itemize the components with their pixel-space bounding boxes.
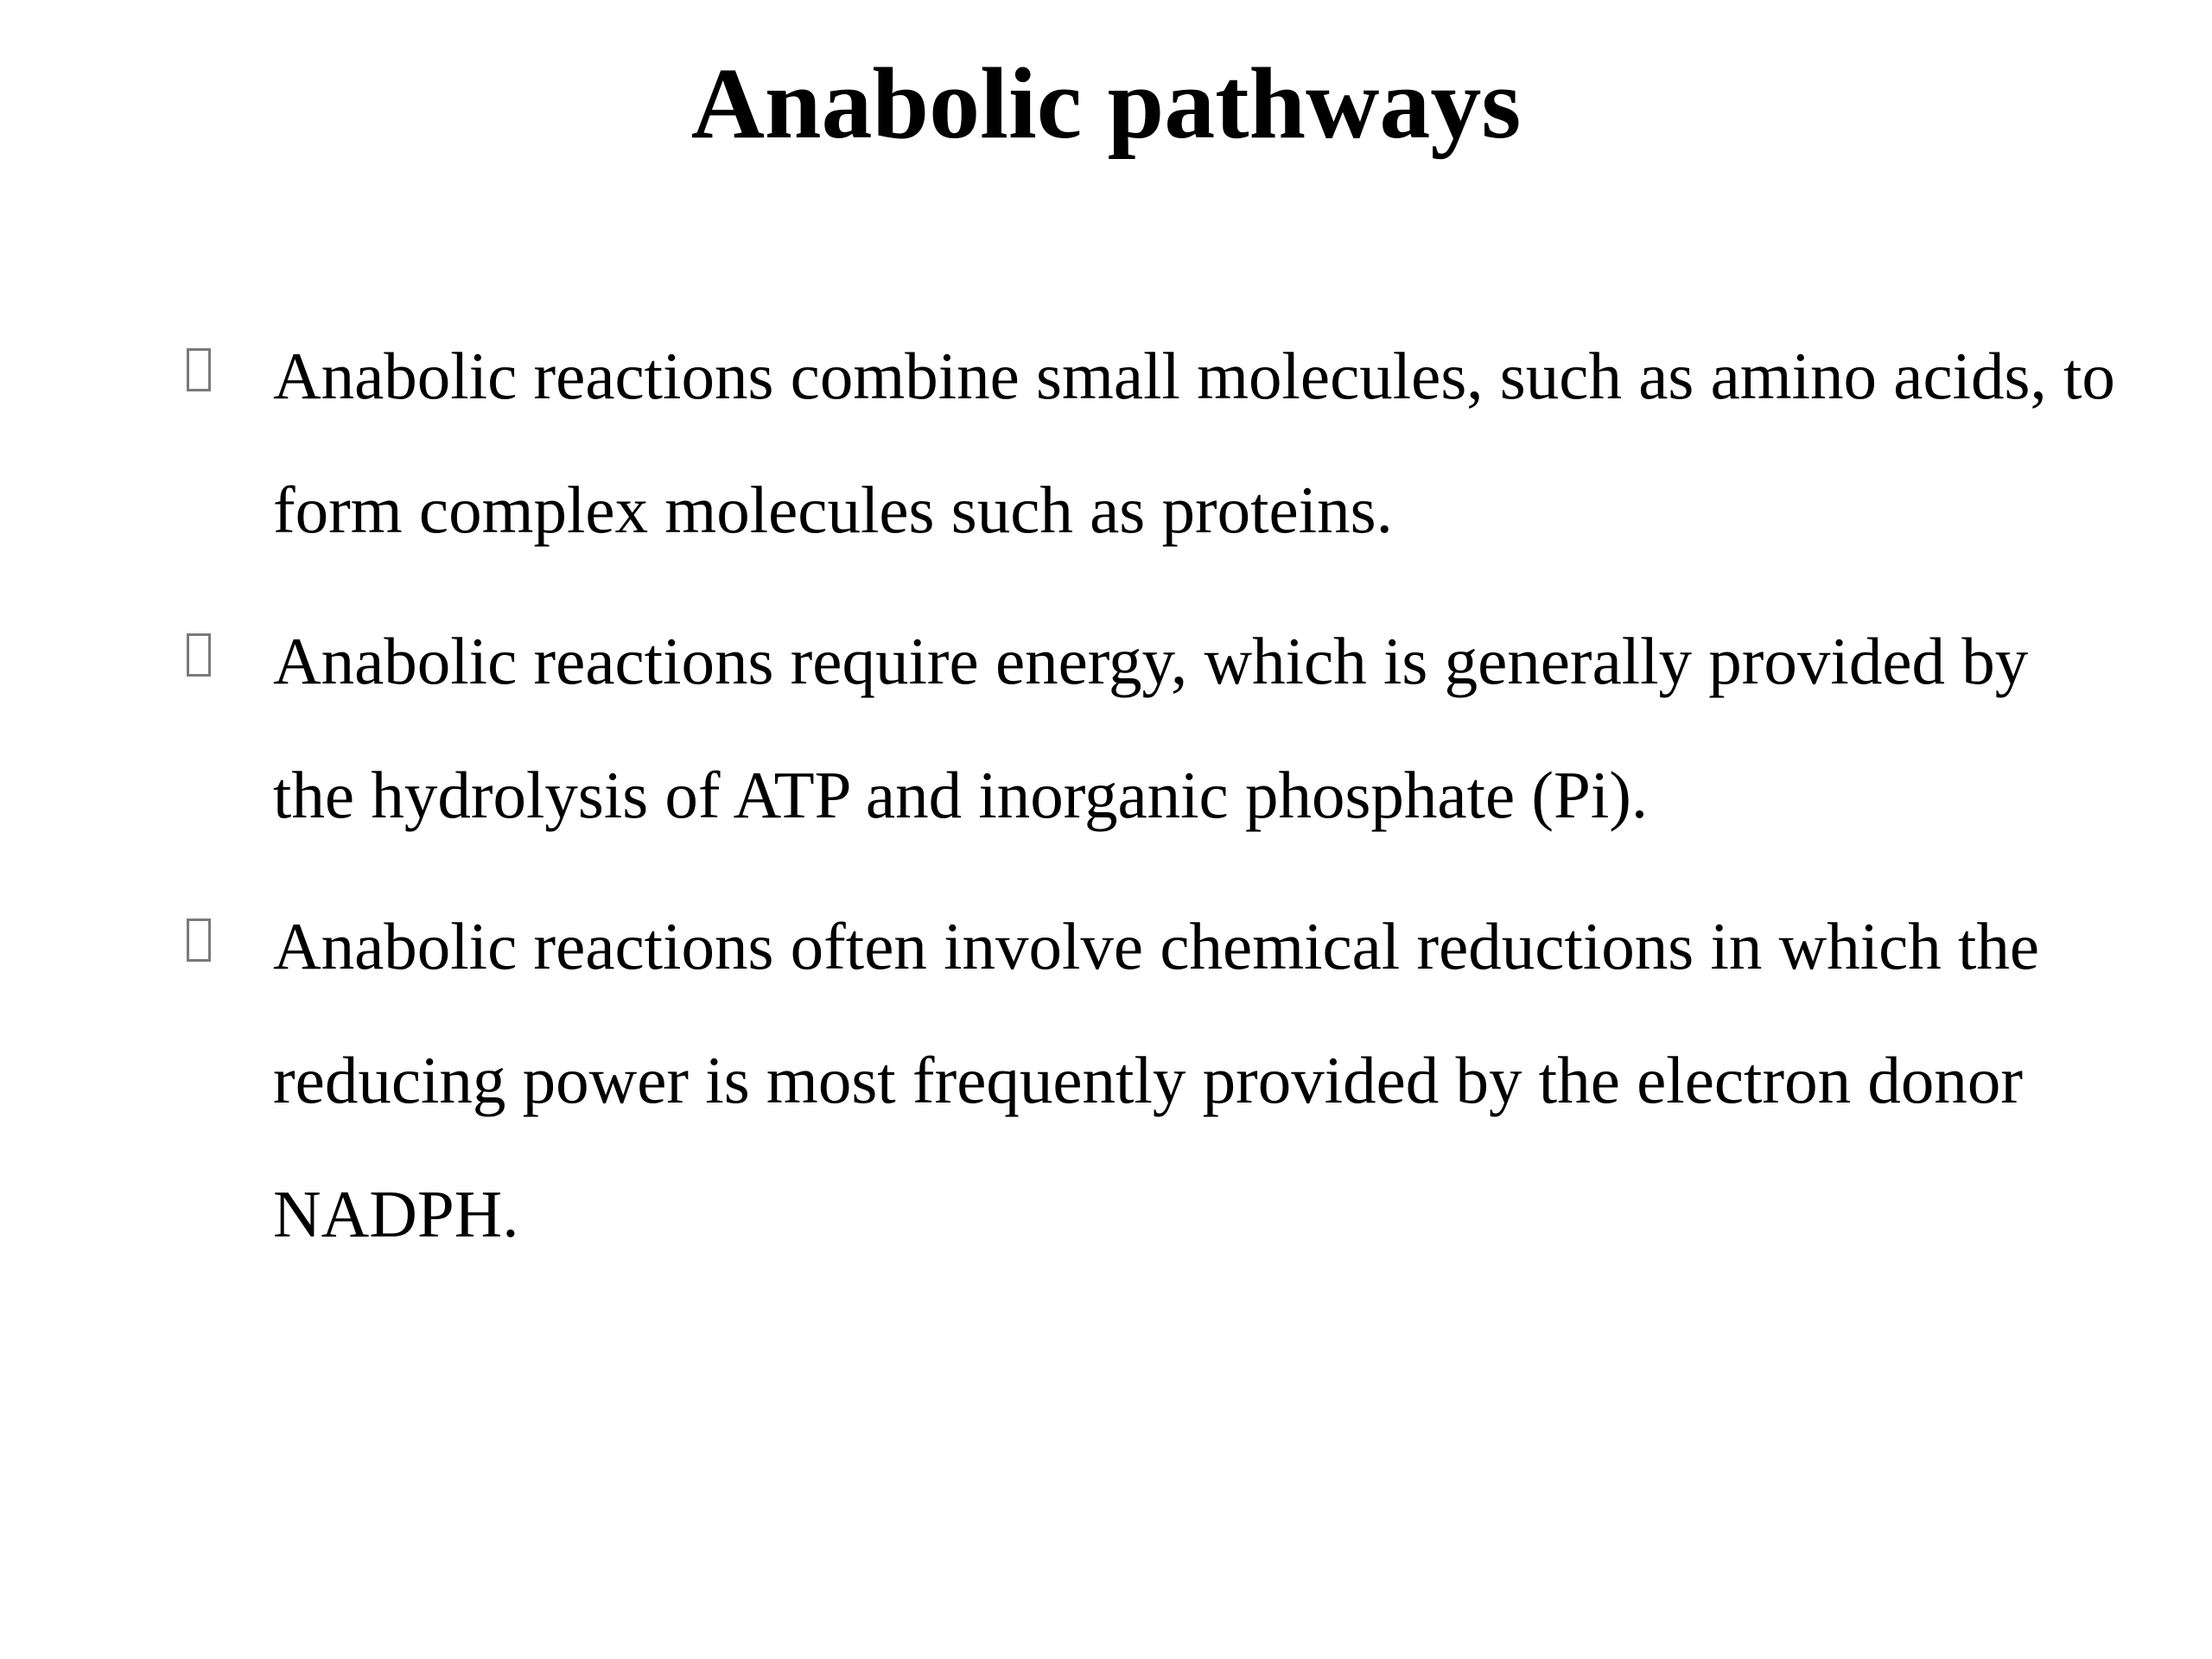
empty-box-bullet-icon	[187, 633, 211, 677]
bullet-item	[181, 309, 2126, 577]
bullet-list	[181, 309, 2126, 1299]
empty-box-bullet-icon	[187, 348, 211, 391]
slide-title: Anabolic pathways	[690, 47, 1522, 160]
bullet-item	[181, 594, 2126, 862]
empty-box-bullet-icon	[187, 918, 211, 962]
bullet-text: Anabolic reactions combine small molecules, such as amino acids, to form complex molecules such as proteins.	[273, 339, 2115, 547]
bullet-item	[181, 880, 2126, 1281]
bullet-text: Anabolic reactions require energy, which is generally provided by the hydrolysis of ATP and inorganic phosphate (Pi).	[273, 624, 2029, 832]
bullet-text: Anabolic reactions often involve chemical reductions in which the reducing power is most frequently provided by the electron donor NADPH.	[273, 909, 2040, 1251]
